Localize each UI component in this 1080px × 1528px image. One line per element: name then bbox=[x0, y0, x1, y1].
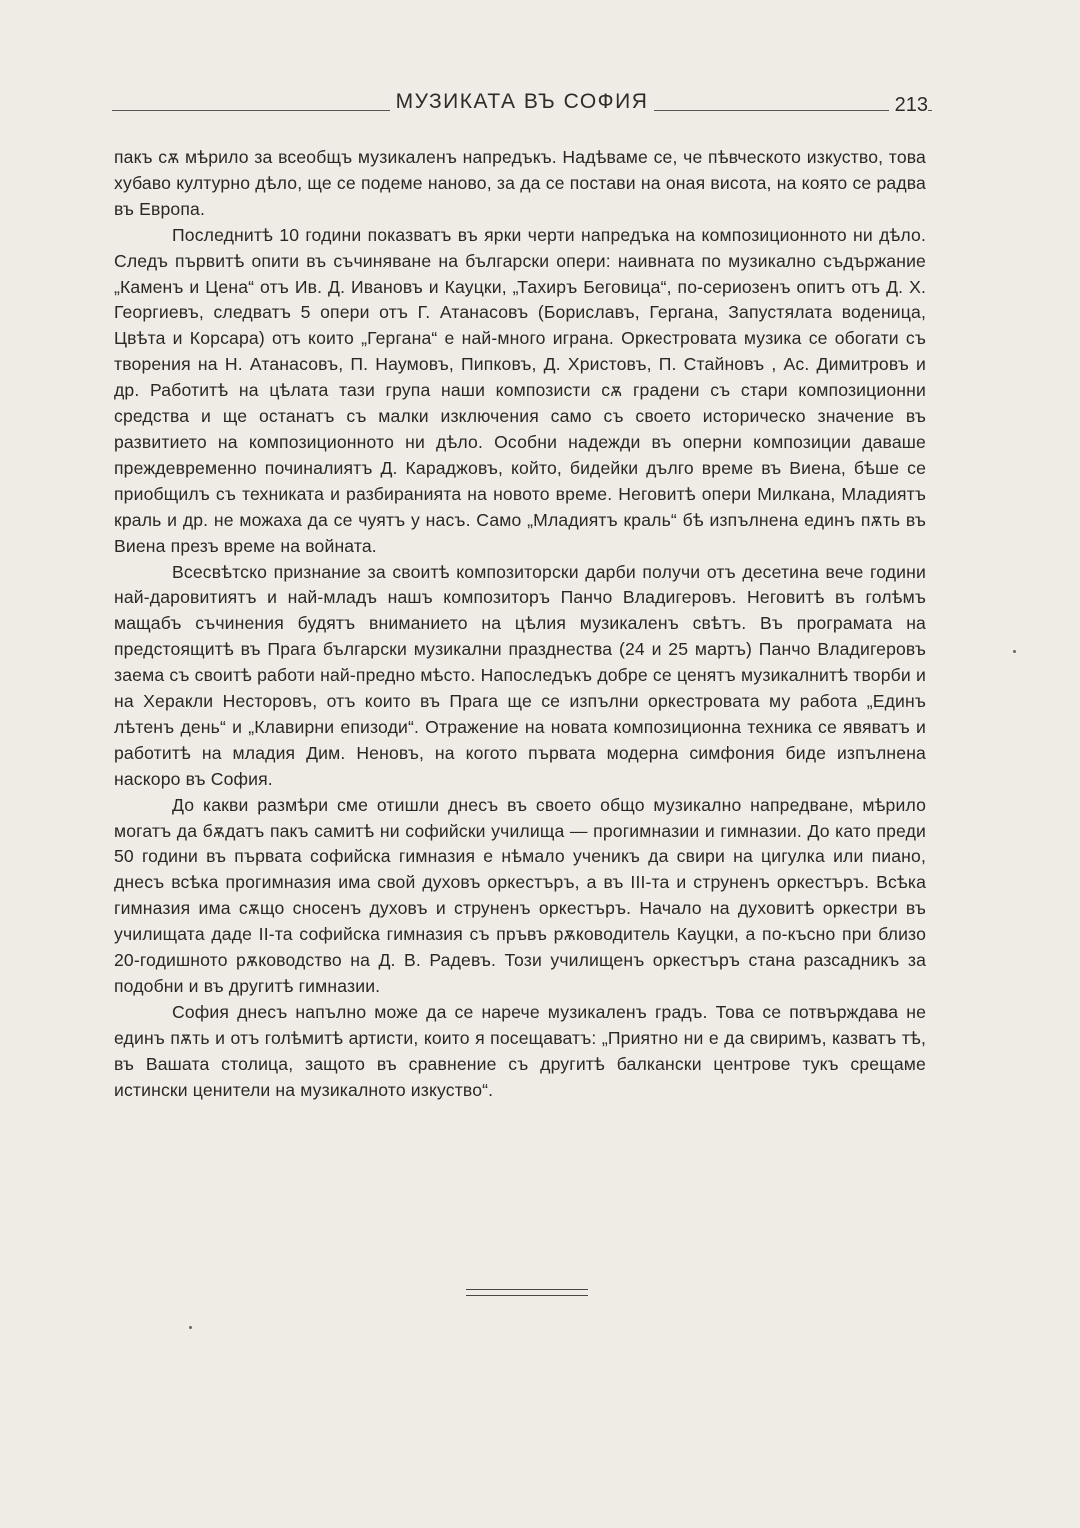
page-number: 213 bbox=[889, 94, 928, 117]
paragraph: пакъ сѫ мѣрило за всеобщъ музикаленъ напредъкъ. Надѣваме се, че пѣвческото изкуство, това хубаво културно дѣло, ще се подеме наново, за да се постави на оная висота, на която се радва въ Европа. bbox=[114, 147, 926, 219]
paper-speck bbox=[1013, 650, 1016, 653]
closing-double-rule bbox=[466, 1289, 588, 1296]
paper-speck bbox=[189, 1326, 192, 1329]
running-header bbox=[112, 88, 932, 122]
paragraph: Всесвѣтско признание за своитѣ композиторски дарби получи отъ десетина вече години най-даровитиятъ и най-младъ нашъ композиторъ Панчо Владигеровъ. Неговитѣ въ голѣмъ мащабъ съчинения будятъ вниманието на цѣлия музикаленъ свѣтъ. Въ програмата на предстоящитѣ въ Прага български музикални празднества (24 и 25 мартъ) Панчо Владигеровъ заема съ своитѣ работи най-предно мѣсто. Напоследъкъ добре се ценятъ музикалнитѣ творби и на Херакли Несторовъ, отъ които въ Прага ще се изпълни оркестровата му работа „Единъ лѣтенъ день“ и „Клавирни епизоди“. Отражение на новата композиционна техника се явяватъ и работитѣ на младия Дим. Неновъ, на когото първата модерна симфония биде изпълнена наскоро въ София. bbox=[114, 561, 926, 789]
paragraph: Последнитѣ 10 години показватъ въ ярки черти напредъка на композиционното ни дѣло. Следъ първитѣ опити въ съчиняване на български опери: наивната по музикално съдържание „Каменъ и Цена“ отъ Ив. Д. Ивановъ и Кауцки, „Тахиръ Беговица“, по-сериозенъ опитъ отъ Д. Х. Георгиевъ, следватъ 5 опери отъ Г. Атанасовъ (Бориславъ, Гергана, Запустялата воденица, Цвѣта и Корсара) отъ които „Гергана“ е най-много играна. Оркестровата музика се обогати съ творения на Н. Атанасовъ, П. Наумовъ, Пипковъ, Д. Христовъ, П. Стайновъ , Ас. Димитровъ и др. Работитѣ на цѣлата тази група наши композисти сѫ градени съ стари композиционни средства и ще останатъ съ малки изключения само съ своето историческо значение въ развитието на композиционното ни дѣло. Особни надежди въ оперни композиции даваше преждевременно починалиятъ Д. Караджовъ, който, бидейки дълго време въ Виена, бѣше се приобщилъ съ техниката и разбиранията на новото време. Неговитѣ опери Милкана, Младиятъ краль и др. не можаха да се чуятъ у насъ. Само „Младиятъ краль“ бѣ изпълнена единъ пѫть въ Виена презъ време на войната. bbox=[114, 224, 926, 556]
body-text bbox=[114, 145, 926, 1104]
running-title: МУЗИКАТА ВЪ СОФИЯ bbox=[390, 90, 655, 113]
paragraph: София днесъ напълно може да се нарече музикаленъ градъ. Това се потвърждава не единъ пѫть и отъ голѣмитѣ артисти, които я посещаватъ: „Приятно ни е да свиримъ, казватъ тѣ, въ Вашата столица, защото въ сравнение съ другитѣ балкански центрове тукъ срещаме истински ценители на музикалното изкуство“. bbox=[114, 1001, 926, 1100]
paragraph: До какви размѣри сме отишли днесъ въ своето общо музикално напредване, мѣрило могатъ да бѫдатъ пакъ самитѣ ни софийски училища — прогимназии и гимназии. До като преди 50 години въ първата софийска гимназия е нѣмало ученикъ да свири на цигулка или пиано, днесъ всѣка прогимназия има свой духовъ оркестъръ, а въ III-та и струненъ оркестъръ. Всѣка гимназия има сѫщо сносенъ духовъ и струненъ оркестъръ. Начало на духовитѣ оркестри въ училищата даде II-та софийска гимназия съ пръвъ рѫководитель Кауцки, а по-късно при близо 20-годишното рѫководство на Д. В. Радевъ. Този училищенъ оркестъръ стана разсадникъ за подобни и въ другитѣ гимназии. bbox=[114, 794, 926, 996]
header-title-wrap bbox=[112, 90, 932, 114]
